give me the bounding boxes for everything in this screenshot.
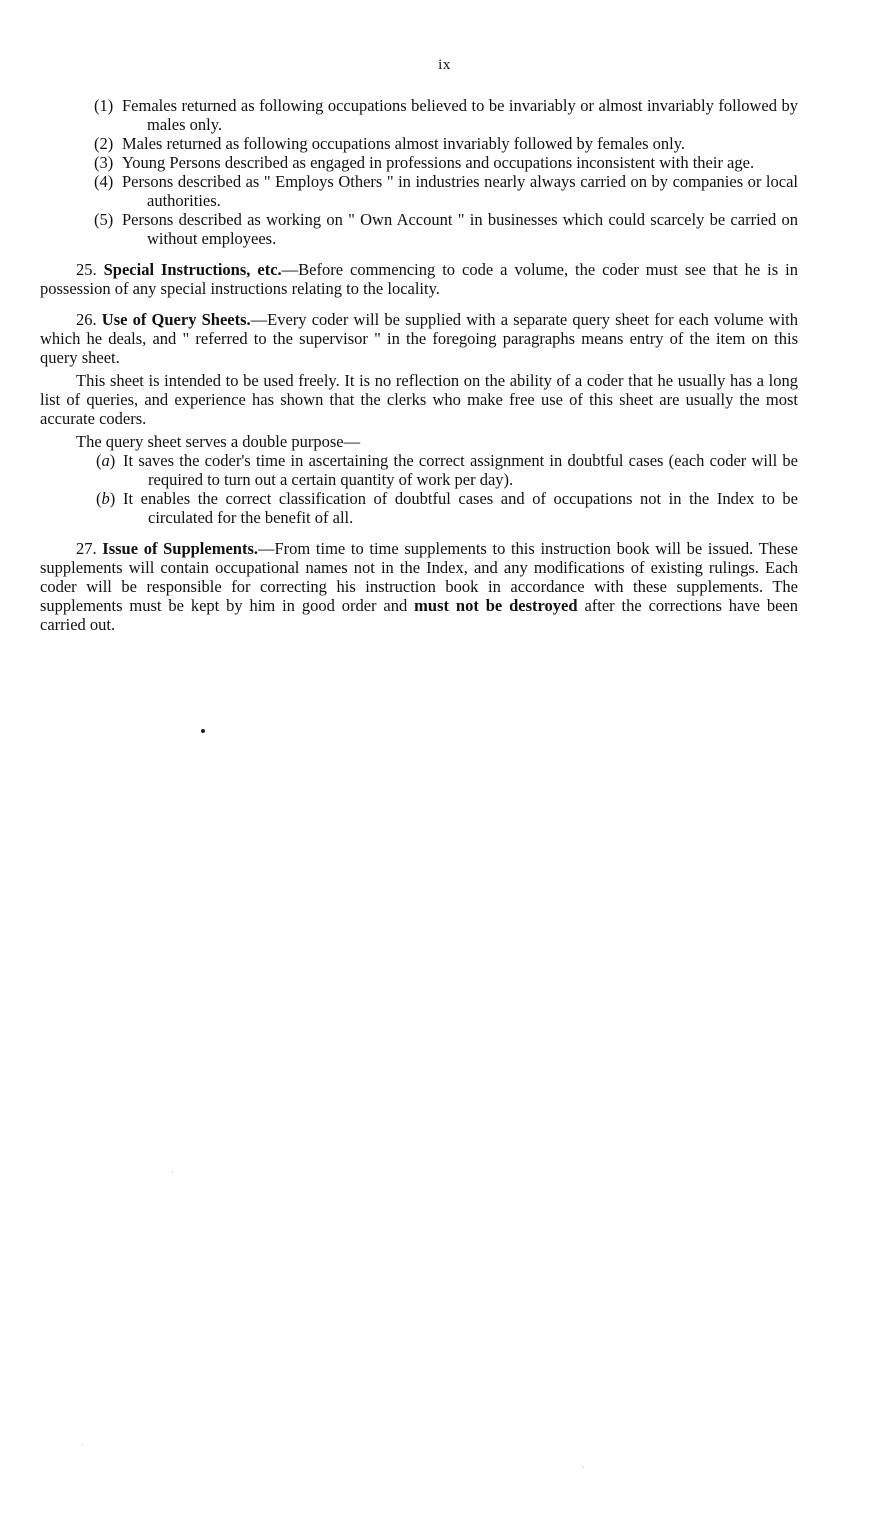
list-item [94, 172, 798, 210]
scan-speck [172, 1172, 173, 1173]
section-27-body-start: —From time to time supplements to this instruction book will be issued. These supplements will contain occupational names not in the Index, and any modifications of existing rulings. Each coder will be responsible for correcting his instruction book in accordance with these supplements. The supplements must be kept by him in good order and [40, 539, 798, 615]
list-item [94, 153, 798, 172]
list-item-marker: (1) [94, 96, 114, 115]
scan-speck [583, 1467, 584, 1468]
section-26-heading: Use of Query Sheets. [101, 310, 251, 329]
section-27-bold-phrase: must not be destroyed [414, 596, 578, 615]
section-27-number: 27. [76, 539, 97, 558]
section-27-body-end: after the corrections have been carried out. [40, 596, 798, 634]
list-item-text: Males returned as following occupations almost invariably followed by females only. [122, 134, 685, 153]
section-26-paragraph [40, 310, 798, 367]
list-item [96, 451, 798, 489]
scan-speck [201, 729, 205, 733]
list-item-text: Young Persons described as engaged in professions and occupations inconsistent with their age. [122, 153, 755, 172]
section-25-heading: Special Instructions, etc. [103, 260, 282, 279]
section-25-body: —Before commencing to code a volume, the coder must see that he is in possession of any special instructions relating to the locality. [40, 260, 798, 298]
list-item [94, 134, 798, 153]
list-item-text: Females returned as following occupations believed to be invariably or almost invariably followed by males only. [122, 96, 798, 134]
list-item [96, 489, 798, 527]
list-item [94, 96, 798, 134]
section-26-paragraph-3: The query sheet serves a double purpose— [76, 432, 361, 451]
list-item-text: Persons described as working on " Own Account " in businesses which could scarcely be carried on without employees. [122, 210, 798, 248]
list-item-text: Persons described as " Employs Others " in industries nearly always carried on by companies or local authorities. [122, 172, 798, 210]
list-item-marker: (5) [94, 210, 114, 229]
list-item-marker: (a) [96, 451, 116, 470]
page-content [40, 96, 798, 634]
page-number: ix [438, 57, 451, 73]
list-item-marker: (b) [96, 489, 116, 508]
section-27-heading: Issue of Supplements. [102, 539, 258, 558]
list-item [94, 210, 798, 248]
list-item-marker: (2) [94, 134, 114, 153]
list-item-text: It saves the coder's time in ascertaining the correct assignment in doubtful cases (each coder will be required to turn out a certain quantity of work per day). [123, 451, 798, 489]
list-item-marker: (3) [94, 153, 114, 172]
section-27-paragraph [40, 539, 798, 634]
section-25-paragraph [40, 260, 798, 298]
section-26-paragraph-2: This sheet is intended to be used freely. It is no reflection on the ability of a coder that he usually has a long list of queries, and experience has shown that the clerks who make free use of this sheet are usually the most accurate coders. [40, 371, 798, 428]
intro-list [40, 96, 798, 248]
list-item-marker: (4) [94, 172, 114, 191]
scan-speck [82, 1444, 83, 1445]
section-26-number: 26. [76, 310, 97, 329]
section-25-number: 25. [76, 260, 97, 279]
section-26-body: —Every coder will be supplied with a separate query sheet for each volume with which he deals, and " referred to the supervisor " in the foregoing paragraphs means entry of the item on this query sheet. [40, 310, 798, 367]
list-item-text: It enables the correct classification of doubtful cases and of occupations not in the Index to be circulated for the benefit of all. [123, 489, 798, 527]
